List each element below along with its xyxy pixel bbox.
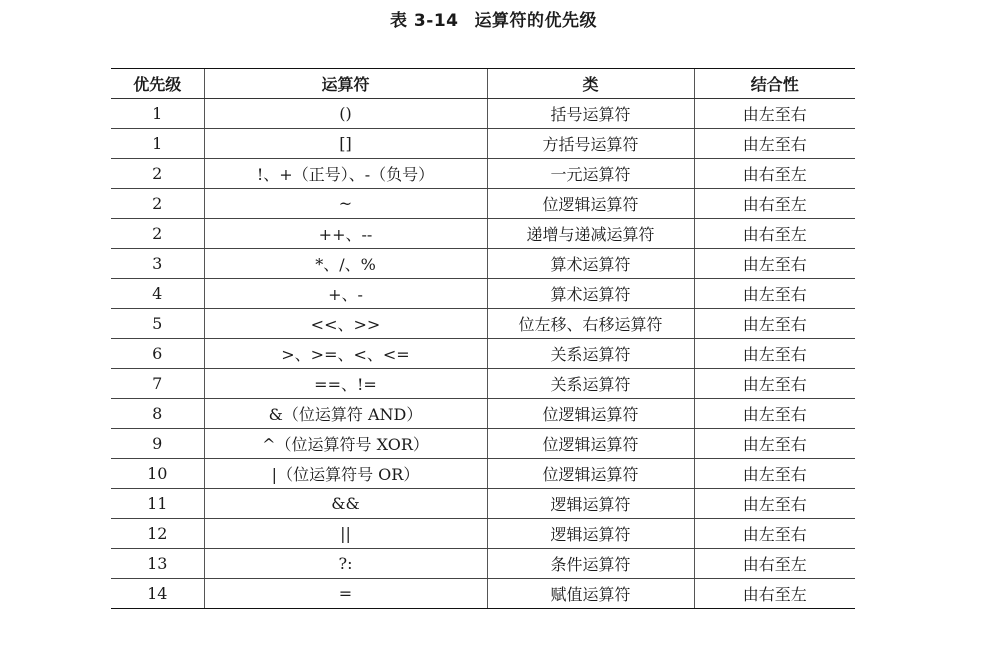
category-cell: 关系运算符 <box>487 369 694 399</box>
priority-cell: 3 <box>111 249 204 279</box>
table-row <box>111 99 855 129</box>
header-operator: 运算符 <box>204 69 487 99</box>
category-cell: 算术运算符 <box>487 249 694 279</box>
associativity-cell: 由左至右 <box>694 489 855 519</box>
associativity-cell: 由左至右 <box>694 429 855 459</box>
operator-cell: !、+（正号）、-（负号） <box>204 159 487 189</box>
priority-cell: 2 <box>111 159 204 189</box>
category-cell: 位逻辑运算符 <box>487 459 694 489</box>
priority-cell: 14 <box>111 579 204 609</box>
operator-cell: () <box>204 99 487 129</box>
associativity-cell: 由右至左 <box>694 159 855 189</box>
operator-cell: || <box>204 519 487 549</box>
associativity-cell: 由右至左 <box>694 189 855 219</box>
table-row <box>111 429 855 459</box>
associativity-cell: 由左至右 <box>694 459 855 489</box>
operator-cell: ==、!= <box>204 369 487 399</box>
table-row <box>111 489 855 519</box>
header-priority: 优先级 <box>111 69 204 99</box>
operator-cell: >、>=、<、<= <box>204 339 487 369</box>
table-row <box>111 369 855 399</box>
header-associativity: 结合性 <box>694 69 855 99</box>
operator-cell: ~ <box>204 189 487 219</box>
operator-cell: ^（位运算符号 XOR） <box>204 429 487 459</box>
priority-cell: 6 <box>111 339 204 369</box>
associativity-cell: 由左至右 <box>694 249 855 279</box>
category-cell: 一元运算符 <box>487 159 694 189</box>
table-row <box>111 249 855 279</box>
category-cell: 位逻辑运算符 <box>487 189 694 219</box>
priority-cell: 13 <box>111 549 204 579</box>
table-row <box>111 339 855 369</box>
table-row <box>111 279 855 309</box>
associativity-cell: 由左至右 <box>694 369 855 399</box>
associativity-cell: 由左至右 <box>694 129 855 159</box>
associativity-cell: 由左至右 <box>694 399 855 429</box>
category-cell: 算术运算符 <box>487 279 694 309</box>
priority-cell: 12 <box>111 519 204 549</box>
operator-cell: && <box>204 489 487 519</box>
category-cell: 条件运算符 <box>487 549 694 579</box>
priority-cell: 8 <box>111 399 204 429</box>
priority-cell: 11 <box>111 489 204 519</box>
category-cell: 逻辑运算符 <box>487 489 694 519</box>
associativity-cell: 由左至右 <box>694 339 855 369</box>
table-row <box>111 189 855 219</box>
associativity-cell: 由右至左 <box>694 219 855 249</box>
associativity-cell: 由右至左 <box>694 579 855 609</box>
table-row <box>111 159 855 189</box>
table-caption <box>0 8 987 34</box>
category-cell: 方括号运算符 <box>487 129 694 159</box>
associativity-cell: 由左至右 <box>694 519 855 549</box>
table-row <box>111 219 855 249</box>
priority-cell: 2 <box>111 189 204 219</box>
priority-cell: 1 <box>111 129 204 159</box>
operator-cell: &（位运算符 AND） <box>204 399 487 429</box>
table-row <box>111 549 855 579</box>
priority-cell: 10 <box>111 459 204 489</box>
priority-cell: 7 <box>111 369 204 399</box>
operator-precedence-table <box>111 68 855 609</box>
priority-cell: 4 <box>111 279 204 309</box>
associativity-cell: 由左至右 <box>694 309 855 339</box>
operator-cell: ++、-- <box>204 219 487 249</box>
header-row <box>111 69 855 99</box>
category-cell: 关系运算符 <box>487 339 694 369</box>
operator-cell: <<、>> <box>204 309 487 339</box>
table-row <box>111 459 855 489</box>
category-cell: 位逻辑运算符 <box>487 429 694 459</box>
associativity-cell: 由右至左 <box>694 549 855 579</box>
category-cell: 位左移、右移运算符 <box>487 309 694 339</box>
operator-cell: [] <box>204 129 487 159</box>
operator-cell: |（位运算符号 OR） <box>204 459 487 489</box>
associativity-cell: 由左至右 <box>694 279 855 309</box>
table-row <box>111 579 855 609</box>
table-title: 运算符的优先级 <box>474 11 597 31</box>
operator-cell: = <box>204 579 487 609</box>
priority-cell: 9 <box>111 429 204 459</box>
category-cell: 赋值运算符 <box>487 579 694 609</box>
table-header <box>111 69 855 99</box>
priority-cell: 2 <box>111 219 204 249</box>
table-row <box>111 129 855 159</box>
operator-cell: ?: <box>204 549 487 579</box>
table-row <box>111 309 855 339</box>
category-cell: 递增与递减运算符 <box>487 219 694 249</box>
table-row <box>111 519 855 549</box>
table-body <box>111 99 855 609</box>
operator-cell: *、/、% <box>204 249 487 279</box>
category-cell: 逻辑运算符 <box>487 519 694 549</box>
priority-cell: 1 <box>111 99 204 129</box>
table-row <box>111 399 855 429</box>
category-cell: 位逻辑运算符 <box>487 399 694 429</box>
category-cell: 括号运算符 <box>487 99 694 129</box>
header-category: 类 <box>487 69 694 99</box>
table-number: 表 3-14 <box>390 11 459 31</box>
operator-cell: +、- <box>204 279 487 309</box>
associativity-cell: 由左至右 <box>694 99 855 129</box>
priority-cell: 5 <box>111 309 204 339</box>
